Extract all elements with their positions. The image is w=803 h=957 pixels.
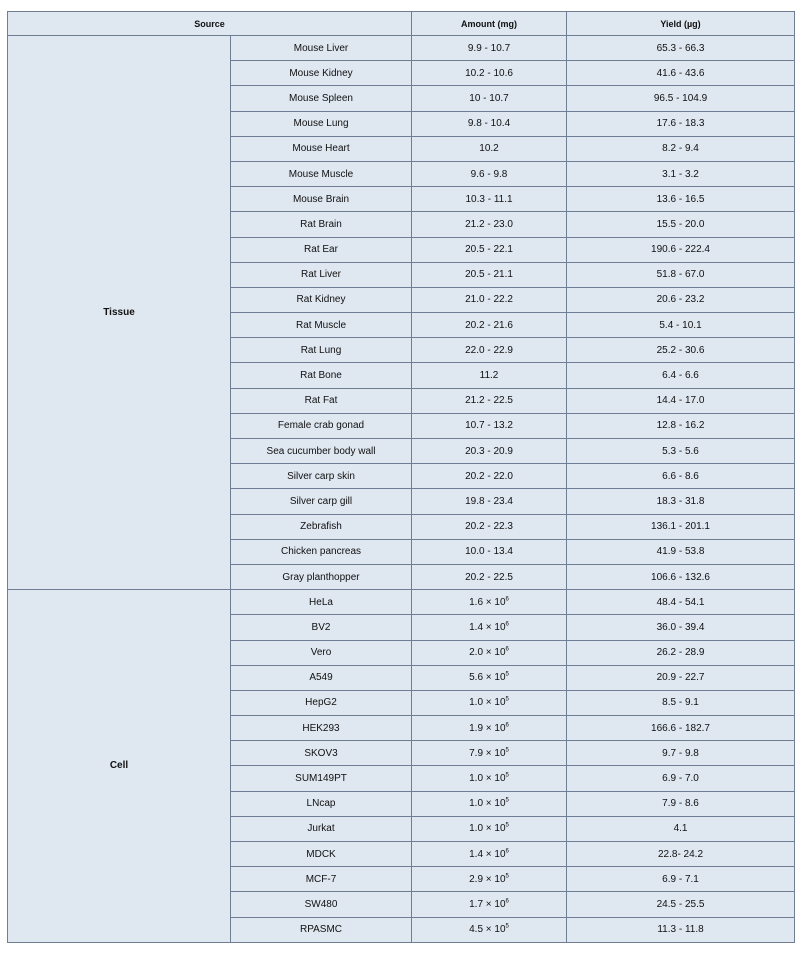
amount-cell [412,816,567,841]
header-row [8,12,795,36]
sample-cell: Silver carp skin [231,464,412,489]
yield-cell: 20.9 - 22.7 [567,665,795,690]
sample-cell: HEK293 [231,716,412,741]
amount-cell [412,212,567,237]
amount-exponent: 6 [505,898,509,905]
yield-cell: 41.6 - 43.6 [567,61,795,86]
amount-exponent: 6 [505,722,509,729]
sample-cell: A549 [231,665,412,690]
sample-cell: Female crab gonad [231,413,412,438]
amount-value: 20.3 - 20.9 [465,445,513,457]
amount-cell [412,161,567,186]
amount-value: 1.0 × 10 [469,773,506,785]
sample-cell: Rat Lung [231,338,412,363]
amount-value: 21.2 - 23.0 [465,218,513,230]
yield-cell: 20.6 - 23.2 [567,287,795,312]
sample-cell: Silver carp gill [231,489,412,514]
yield-cell: 5.3 - 5.6 [567,439,795,464]
amount-exponent: 5 [505,772,509,779]
yield-cell: 4.1 [567,816,795,841]
amount-value: 2.9 × 10 [469,873,506,885]
amount-cell [412,61,567,86]
yield-cell: 12.8 - 16.2 [567,413,795,438]
amount-value: 10 - 10.7 [469,92,509,104]
table-row [8,36,795,61]
yield-cell: 14.4 - 17.0 [567,388,795,413]
sample-cell: Mouse Spleen [231,86,412,111]
sample-cell: Gray planthopper [231,564,412,589]
sample-cell: Rat Liver [231,262,412,287]
amount-cell [412,313,567,338]
sample-cell: Rat Ear [231,237,412,262]
amount-cell [412,590,567,615]
amount-cell [412,464,567,489]
sample-cell: SKOV3 [231,741,412,766]
amount-value: 10.2 - 10.6 [465,67,513,79]
amount-value: 9.9 - 10.7 [467,42,511,54]
sample-cell: Rat Bone [231,363,412,388]
amount-exponent: 6 [505,621,509,628]
amount-value: 10.3 - 11.1 [465,193,513,205]
amount-cell [412,716,567,741]
amount-exponent: 6 [505,646,509,653]
amount-cell [412,136,567,161]
sample-cell: Chicken pancreas [231,539,412,564]
amount-exponent: 5 [505,671,509,678]
amount-value: 10.2 [479,143,499,155]
amount-cell [412,187,567,212]
amount-exponent: 6 [505,848,509,855]
amount-cell [412,388,567,413]
amount-cell [412,36,567,61]
amount-cell [412,539,567,564]
sample-cell: Mouse Lung [231,111,412,136]
yield-cell: 24.5 - 25.5 [567,892,795,917]
yield-table [7,11,795,943]
amount-value: 1.4 × 10 [469,848,506,860]
header-source: Source [8,12,412,36]
yield-cell: 190.6 - 222.4 [567,237,795,262]
yield-cell: 5.4 - 10.1 [567,313,795,338]
sample-cell: Zebrafish [231,514,412,539]
sample-cell: Mouse Muscle [231,161,412,186]
sample-cell: SUM149PT [231,766,412,791]
amount-exponent: 5 [505,923,509,930]
amount-cell [412,514,567,539]
amount-value: 10.7 - 13.2 [465,420,513,432]
yield-cell: 26.2 - 28.9 [567,640,795,665]
yield-cell: 8.2 - 9.4 [567,136,795,161]
amount-exponent: 5 [505,873,509,880]
yield-cell: 136.1 - 201.1 [567,514,795,539]
yield-cell: 25.2 - 30.6 [567,338,795,363]
amount-value: 20.5 - 21.1 [465,269,513,281]
amount-value: 4.5 × 10 [469,924,506,936]
amount-cell [412,892,567,917]
sample-cell: BV2 [231,615,412,640]
amount-value: 10.0 - 13.4 [465,546,513,558]
sample-cell: Rat Brain [231,212,412,237]
sample-cell: MCF-7 [231,867,412,892]
amount-value: 9.8 - 10.4 [467,118,511,130]
amount-value: 20.2 - 22.3 [465,521,513,533]
amount-cell [412,237,567,262]
group-label: Tissue [8,36,231,590]
amount-exponent: 5 [505,797,509,804]
amount-cell [412,262,567,287]
amount-cell [412,766,567,791]
amount-value: 19.8 - 23.4 [465,495,513,507]
amount-value: 1.0 × 10 [469,798,506,810]
sample-cell: HepG2 [231,690,412,715]
yield-cell: 48.4 - 54.1 [567,590,795,615]
amount-value: 21.2 - 22.5 [465,395,513,407]
amount-cell [412,640,567,665]
amount-value: 1.4 × 10 [469,621,506,633]
amount-cell [412,111,567,136]
sample-cell: Mouse Brain [231,187,412,212]
amount-cell [412,287,567,312]
amount-value: 1.6 × 10 [469,596,506,608]
amount-value: 20.2 - 21.6 [465,319,513,331]
amount-value: 9.6 - 9.8 [470,168,508,180]
yield-cell: 6.9 - 7.0 [567,766,795,791]
amount-cell [412,439,567,464]
yield-cell: 36.0 - 39.4 [567,615,795,640]
yield-cell: 9.7 - 9.8 [567,741,795,766]
sample-cell: Vero [231,640,412,665]
yield-cell: 51.8 - 67.0 [567,262,795,287]
yield-cell: 65.3 - 66.3 [567,36,795,61]
yield-cell: 11.3 - 11.8 [567,917,795,942]
amount-cell [412,690,567,715]
yield-cell: 41.9 - 53.8 [567,539,795,564]
amount-exponent: 5 [505,747,509,754]
amount-value: 20.2 - 22.5 [465,571,513,583]
yield-cell: 6.4 - 6.6 [567,363,795,388]
yield-cell: 18.3 - 31.8 [567,489,795,514]
yield-cell: 15.5 - 20.0 [567,212,795,237]
yield-cell: 7.9 - 8.6 [567,791,795,816]
yield-cell: 3.1 - 3.2 [567,161,795,186]
yield-cell: 166.6 - 182.7 [567,716,795,741]
sample-cell: Mouse Heart [231,136,412,161]
amount-value: 7.9 × 10 [469,747,506,759]
amount-value: 21.0 - 22.2 [465,294,513,306]
yield-cell: 106.6 - 132.6 [567,564,795,589]
sample-cell: Rat Muscle [231,313,412,338]
amount-value: 2.0 × 10 [469,647,506,659]
amount-cell [412,741,567,766]
sample-cell: Rat Kidney [231,287,412,312]
amount-cell [412,842,567,867]
amount-cell [412,665,567,690]
table-body [8,36,795,943]
sample-cell: Rat Fat [231,388,412,413]
yield-cell: 22.8- 24.2 [567,842,795,867]
sample-cell: MDCK [231,842,412,867]
sample-cell: Sea cucumber body wall [231,439,412,464]
amount-cell [412,917,567,942]
amount-value: 1.9 × 10 [469,722,506,734]
amount-cell [412,615,567,640]
amount-cell [412,791,567,816]
amount-cell [412,413,567,438]
amount-value: 11.2 [479,370,499,382]
yield-cell: 96.5 - 104.9 [567,86,795,111]
amount-cell [412,338,567,363]
sample-cell: Mouse Liver [231,36,412,61]
amount-exponent: 5 [505,697,509,704]
yield-cell: 17.6 - 18.3 [567,111,795,136]
sample-cell: SW480 [231,892,412,917]
header-amount: Amount (mg) [412,12,567,36]
amount-value: 20.5 - 22.1 [465,244,513,256]
sample-cell: LNcap [231,791,412,816]
amount-cell [412,363,567,388]
yield-cell: 8.5 - 9.1 [567,690,795,715]
amount-value: 1.7 × 10 [469,898,506,910]
amount-value: 1.0 × 10 [469,697,506,709]
yield-cell: 6.6 - 8.6 [567,464,795,489]
group-label: Cell [8,590,231,943]
sample-cell: RPASMC [231,917,412,942]
amount-cell [412,86,567,111]
sample-cell: Mouse Kidney [231,61,412,86]
amount-value: 5.6 × 10 [469,672,506,684]
amount-exponent: 5 [505,823,509,830]
amount-exponent: 6 [505,596,509,603]
header-yield: Yield (µg) [567,12,795,36]
amount-cell [412,867,567,892]
amount-value: 1.0 × 10 [469,823,506,835]
yield-cell: 6.9 - 7.1 [567,867,795,892]
amount-value: 22.0 - 22.9 [465,344,513,356]
sample-cell: HeLa [231,590,412,615]
sample-cell: Jurkat [231,816,412,841]
amount-cell [412,564,567,589]
yield-cell: 13.6 - 16.5 [567,187,795,212]
table-row [8,590,795,615]
amount-value: 20.2 - 22.0 [465,470,513,482]
amount-cell [412,489,567,514]
